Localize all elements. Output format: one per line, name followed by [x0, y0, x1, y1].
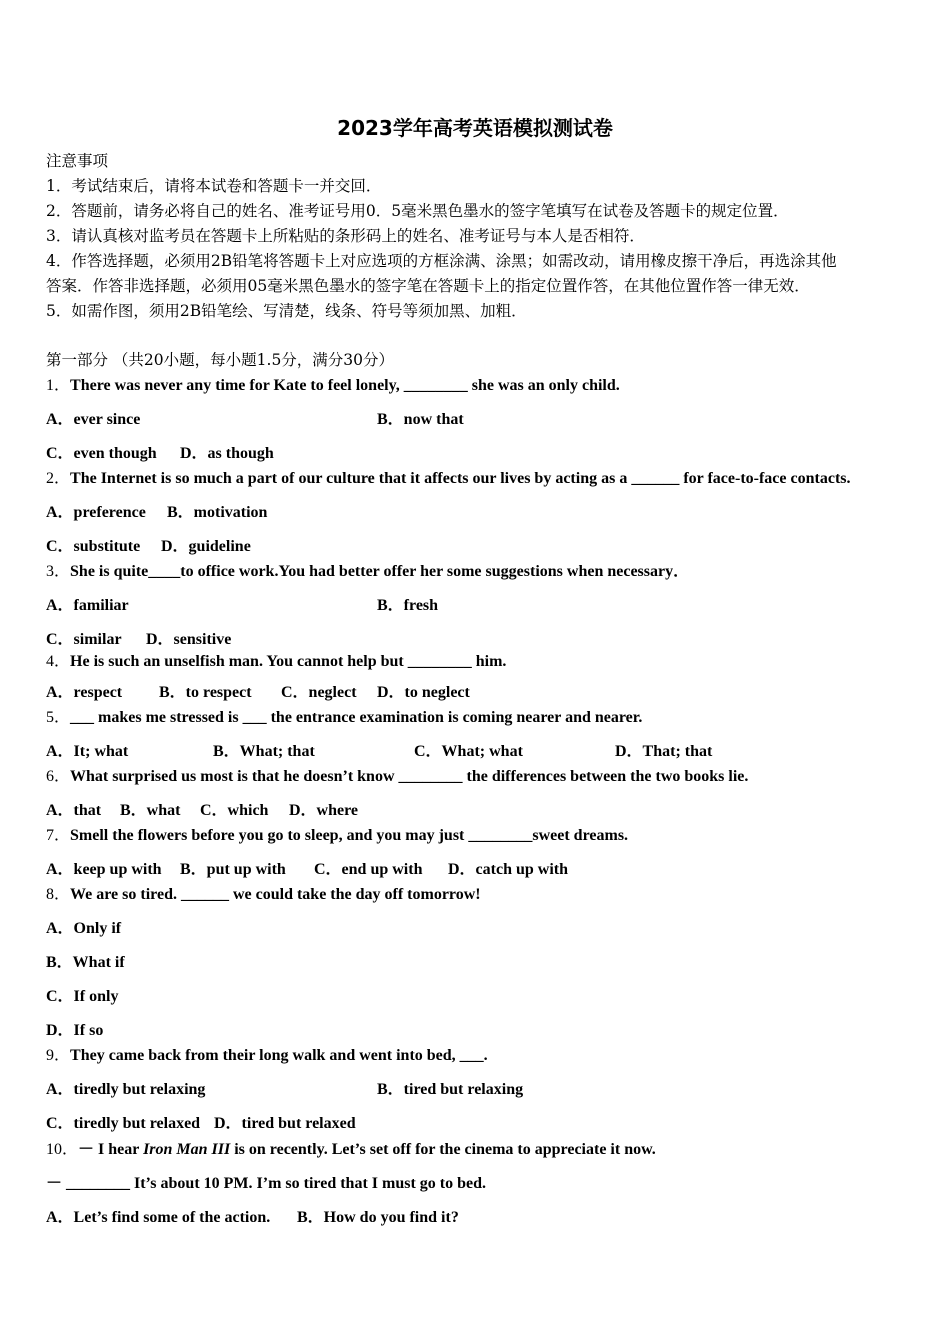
notice-heading: 注意事项	[46, 152, 109, 170]
option-d[interactable]: D．to neglect	[377, 684, 470, 701]
option-c[interactable]: C．which	[200, 802, 269, 819]
option-b[interactable]: B．fresh	[377, 597, 439, 614]
option-a[interactable]: A．familiar	[46, 597, 129, 614]
option-a[interactable]: A．Only if	[46, 920, 122, 937]
option-d[interactable]: D．as though	[180, 445, 274, 462]
notice-item: 5．如需作图，须用2B铅笔绘、写清楚，线条、符号等须加黑、加粗．	[46, 302, 527, 320]
option-b[interactable]: B．What; that	[213, 743, 315, 760]
option-a[interactable]: A．Let’s find some of the action.	[46, 1209, 271, 1226]
question-4	[46, 652, 506, 672]
option-d[interactable]: D．If so	[46, 1022, 104, 1039]
option-b[interactable]: B．motivation	[167, 504, 268, 521]
question-number: 10．	[46, 1141, 79, 1158]
question-6	[46, 767, 748, 787]
question-text: The Internet is so much a part of our culture that it affects our lives by acting as a ______ for face-to-face contacts.	[70, 470, 851, 487]
option-d[interactable]: D．where	[289, 802, 359, 819]
question-number: 8．	[46, 886, 71, 903]
question-9	[46, 1046, 488, 1066]
option-a[interactable]: A．It; what	[46, 743, 129, 760]
option-d[interactable]: D．tired but relaxed	[214, 1115, 356, 1132]
option-c[interactable]: C．If only	[46, 988, 119, 1005]
option-a[interactable]: A．tiredly but relaxing	[46, 1081, 206, 1098]
option-d[interactable]: D．catch up with	[448, 861, 569, 878]
option-d[interactable]: D．guideline	[161, 538, 251, 555]
question-1	[46, 376, 620, 396]
option-c[interactable]: C．even though	[46, 445, 157, 462]
question-text: － I hear	[78, 1141, 144, 1158]
question-text: ___ makes me stressed is ___ the entrance examination is coming nearer and nearer.	[70, 709, 643, 726]
question-number: 4．	[46, 653, 71, 670]
notice-item: 4．作答选择题，必须用2B铅笔将答题卡上对应选项的方框涂满、涂黑；如需改动，请用橡皮擦干净后，再选涂其他	[46, 252, 837, 270]
question-text: Smell the flowers before you go to sleep, and you may just ________sweet dreams.	[70, 827, 629, 844]
question-7	[46, 826, 628, 846]
option-d[interactable]: D．That; that	[615, 743, 713, 760]
question-number: 1．	[46, 377, 71, 394]
option-a[interactable]: A．respect	[46, 684, 123, 701]
question-text: He is such an unselfish man. You cannot help but ________ him.	[70, 653, 507, 670]
option-a[interactable]: A．preference	[46, 504, 146, 521]
question-8	[46, 885, 481, 905]
notice-item: 3．请认真核对监考员在答题卡上所粘贴的条形码上的姓名、准考证号与本人是否相符．	[46, 227, 645, 245]
option-c[interactable]: C．similar	[46, 631, 122, 648]
option-d[interactable]: D．sensitive	[146, 631, 232, 648]
question-text: She is quite____to office work.You had better offer her some suggestions when necessary．	[70, 563, 690, 580]
page-title: 2023学年高考英语模拟测试卷	[337, 116, 613, 140]
question-number: 3．	[46, 563, 71, 580]
option-c[interactable]: C．What; what	[414, 743, 523, 760]
question-number: 2．	[46, 470, 71, 487]
section-heading: 第一部分 （共20小题，每小题1.5分，满分30分）	[46, 351, 395, 369]
option-c[interactable]: C．tiredly but relaxed	[46, 1115, 201, 1132]
question-10-reply: － ________ It’s about 10 PM. I’m so tired that I must go to bed.	[46, 1175, 487, 1192]
option-c[interactable]: C．substitute	[46, 538, 141, 555]
notice-item: 2．答题前，请务必将自己的姓名、准考证号用0．5毫米黑色墨水的签字笔填写在试卷及答题卡的规定位置．	[46, 202, 789, 220]
option-b[interactable]: B．How do you find it?	[297, 1209, 459, 1226]
option-b[interactable]: B．what	[120, 802, 181, 819]
question-2	[46, 469, 851, 489]
option-a[interactable]: A．keep up with	[46, 861, 162, 878]
question-10	[46, 1140, 656, 1160]
option-b[interactable]: B．tired but relaxing	[377, 1081, 524, 1098]
option-c[interactable]: C．neglect	[281, 684, 357, 701]
question-text: is on recently. Let’s set off for the cinema to appreciate it now.	[230, 1141, 656, 1158]
question-3	[46, 562, 689, 582]
option-b[interactable]: B．to respect	[159, 684, 252, 701]
question-number: 6．	[46, 768, 71, 785]
question-text: They came back from their long walk and went into bed, ___.	[70, 1047, 488, 1064]
question-number: 7．	[46, 827, 71, 844]
notice-item: 1．考试结束后，请将本试卷和答题卡一并交回．	[46, 177, 382, 195]
option-b[interactable]: B．put up with	[180, 861, 286, 878]
question-5	[46, 708, 642, 728]
notice-item: 答案．作答非选择题，必须用05毫米黑色墨水的签字笔在答题卡上的指定位置作答，在其他位置作答一律无效．	[46, 277, 810, 295]
question-number: 9．	[46, 1047, 71, 1064]
option-c[interactable]: C．end up with	[314, 861, 423, 878]
question-number: 5．	[46, 709, 71, 726]
question-text: There was never any time for Kate to feel lonely, ________ she was an only child.	[70, 377, 620, 394]
option-a[interactable]: A．that	[46, 802, 102, 819]
option-b[interactable]: B．now that	[377, 411, 464, 428]
option-b[interactable]: B．What if	[46, 954, 125, 971]
question-text: What surprised us most is that he doesn’t know ________ the differences between the two books lie.	[70, 768, 749, 785]
movie-title: Iron Man III	[143, 1141, 231, 1158]
question-text: We are so tired. ______ we could take the day off tomorrow!	[70, 886, 481, 903]
option-a[interactable]: A．ever since	[46, 411, 141, 428]
